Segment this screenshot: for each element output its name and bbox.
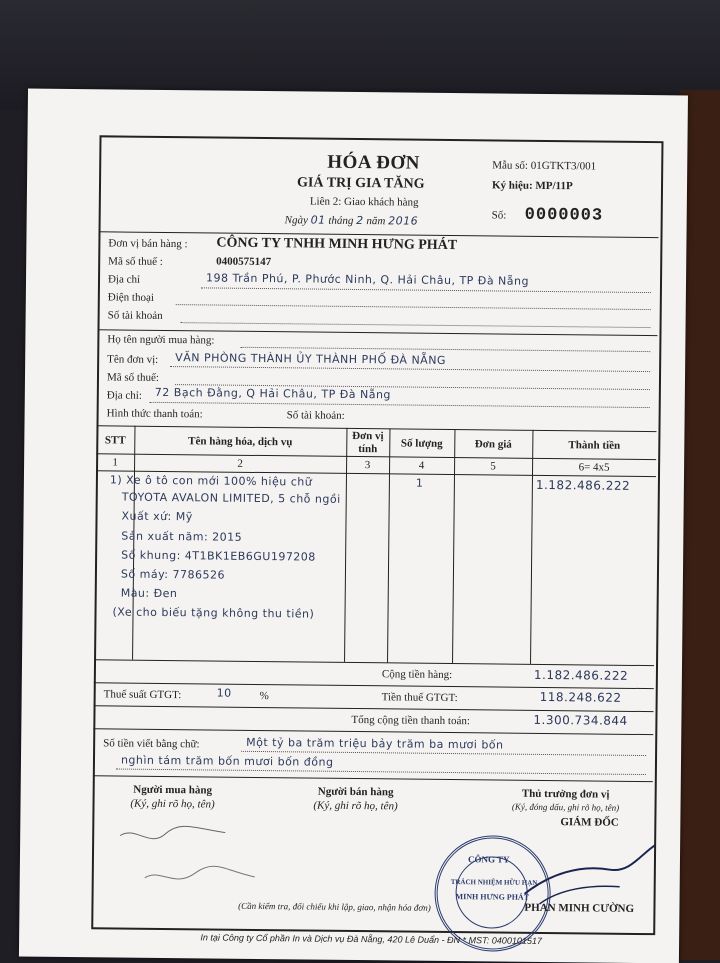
grand-total-value: 1.300.734.844 [533,712,628,728]
seller-unit-label: Đơn vị bán hàng : [108,237,188,251]
form-number: Mẫu số: 01GTKT3/001 [492,159,597,173]
invoice-symbol: Ký hiệu: MP/11P [491,179,573,193]
item-line: Số máy: 7786526 [120,567,226,582]
item-line: Xuất xứ: Mỹ [121,509,193,524]
seller-address: 198 Trần Phú, P. Phước Ninh, Q. Hải Châu, TP Đà Nẵng [205,271,530,288]
index-cell: 4 [418,459,425,472]
header-unit: Đơn vị tính [352,429,384,456]
invoice-paper [19,89,688,963]
item-line: Số khung: 4T1BK1EB6GU197208 [121,548,316,564]
item-line: (Xe cho biếu tặng không thu tiền) [112,605,315,621]
director-name: PHAN MINH CƯỜNG [524,901,635,915]
date-year: 2016 [388,214,419,228]
seller-tax-code: 0400575147 [216,255,272,269]
buyer-tax-label: Mã số thuế: [106,371,160,384]
date-month-label: tháng [328,214,354,227]
vat-rate-value: 10 [216,686,232,700]
item-line: 1) Xe ô tô con mới 100% hiệu chữ [109,473,313,489]
item-amount: 1.182.486.222 [535,477,631,493]
buyer-unit-name: VĂN PHÒNG THÀNH ỦY THÀNH PHỐ ĐÀ NẴNG [175,351,447,367]
seller-account-label: Số tài khoản [107,309,163,322]
header-amount: Thành tiền [568,439,621,452]
item-line: Sản xuất năm: 2015 [121,529,243,544]
buyer-signature [115,817,276,899]
words-line-2: nghìn tám trăm bốn mươi bốn đồng [120,753,334,769]
stamp-line-2: MINH HƯNG PHÁT [455,892,530,902]
printer-footer: In tại Công ty Cổ phần In và Dịch vụ Đà Nẵng, 420 Lê Duẩn - ĐN * MST: 0400101517 [200,932,542,946]
index-cell: 6= 4x5 [578,461,610,474]
grand-total-label: Tổng cộng tiền thanh toán: [351,713,471,728]
copy-label: Liên 2: Giao khách hàng [309,195,419,209]
seller-sign-title: Người bán hàng [317,785,394,799]
date-day: 01 [310,213,326,227]
buyer-address: 72 Bạch Đằng, Q Hải Châu, TP Đà Nẵng [154,385,392,402]
seller-sign-note: (Ký, ghi rõ họ, tên) [313,799,398,813]
head-sign-title: Thủ trưởng đơn vị [521,787,610,801]
header-price: Đơn giá [474,438,512,451]
vat-label: Tiền thuế GTGT: [381,691,458,705]
date-month: 2 [356,213,364,228]
date-day-label: Ngày [284,214,308,227]
seller-tax-label: Mã số thuế : [108,255,163,268]
stamp-company: CÔNG TY [467,854,510,865]
payment-label: Hình thức thanh toán: [106,407,203,421]
buyer-sign-title: Người mua hàng [133,783,213,797]
words-label: Số tiền viết bằng chữ: [103,737,200,751]
buyer-sign-note: (Ký, ghi rõ họ, tên) [130,797,215,811]
seller-phone-label: Điện thoại [107,291,155,304]
date-year-label: năm [366,215,386,228]
director-title: GIÁM ĐỐC [560,816,619,829]
check-note: (Cần kiểm tra, đối chiếu khi lập, giao, nhận hóa đơn) [238,900,431,913]
vat-rate-label: Thuế suất GTGT: [103,688,182,702]
item-quantity: 1 [415,476,424,490]
subtotal-label: Cộng tiền hàng: [381,668,453,682]
index-cell: 3 [364,459,371,472]
header-quantity: Số lượng [400,437,443,450]
invoice-date [285,213,419,227]
header-goods: Tên hàng hóa, dịch vụ [188,435,293,449]
vat-rate-unit: % [259,690,269,703]
subtotal-value: 1.182.486.222 [533,667,629,683]
buyer-unit-label: Tên đơn vị: [107,353,159,366]
number-label: Số: [491,209,507,222]
item-line: Màu: Đen [120,586,178,601]
stamp-line-1: TRÁCH NHIỆM HỮU HẠN [450,878,538,887]
index-cell: 5 [490,460,496,473]
buyer-address-label: Địa chỉ: [106,389,143,402]
buyer-name-label: Họ tên người mua hàng: [107,333,215,347]
invoice-number: 0000003 [524,205,604,226]
header-stt: STT [104,434,126,447]
invoice-title: HÓA ĐƠN [327,151,421,174]
item-line: TOYOTA AVALON LIMITED, 5 chỗ ngồi [121,490,341,506]
vat-value: 118.248.622 [539,689,622,705]
index-cell: 2 [237,457,243,470]
invoice-subtitle: GIÁ TRỊ GIA TĂNG [296,175,425,192]
seller-address-label: Địa chỉ [107,273,141,286]
head-sign-note: (Ký, đóng dấu, ghi rõ họ, tên) [511,801,620,813]
index-cell: 1 [112,456,118,469]
buyer-account-label: Số tài khoản: [286,409,345,422]
words-line-1: Một tỷ ba trăm triệu bảy trăm ba mươi bốn [246,735,504,752]
seller-unit-name: CÔNG TY TNHH MINH HƯNG PHÁT [216,235,458,254]
